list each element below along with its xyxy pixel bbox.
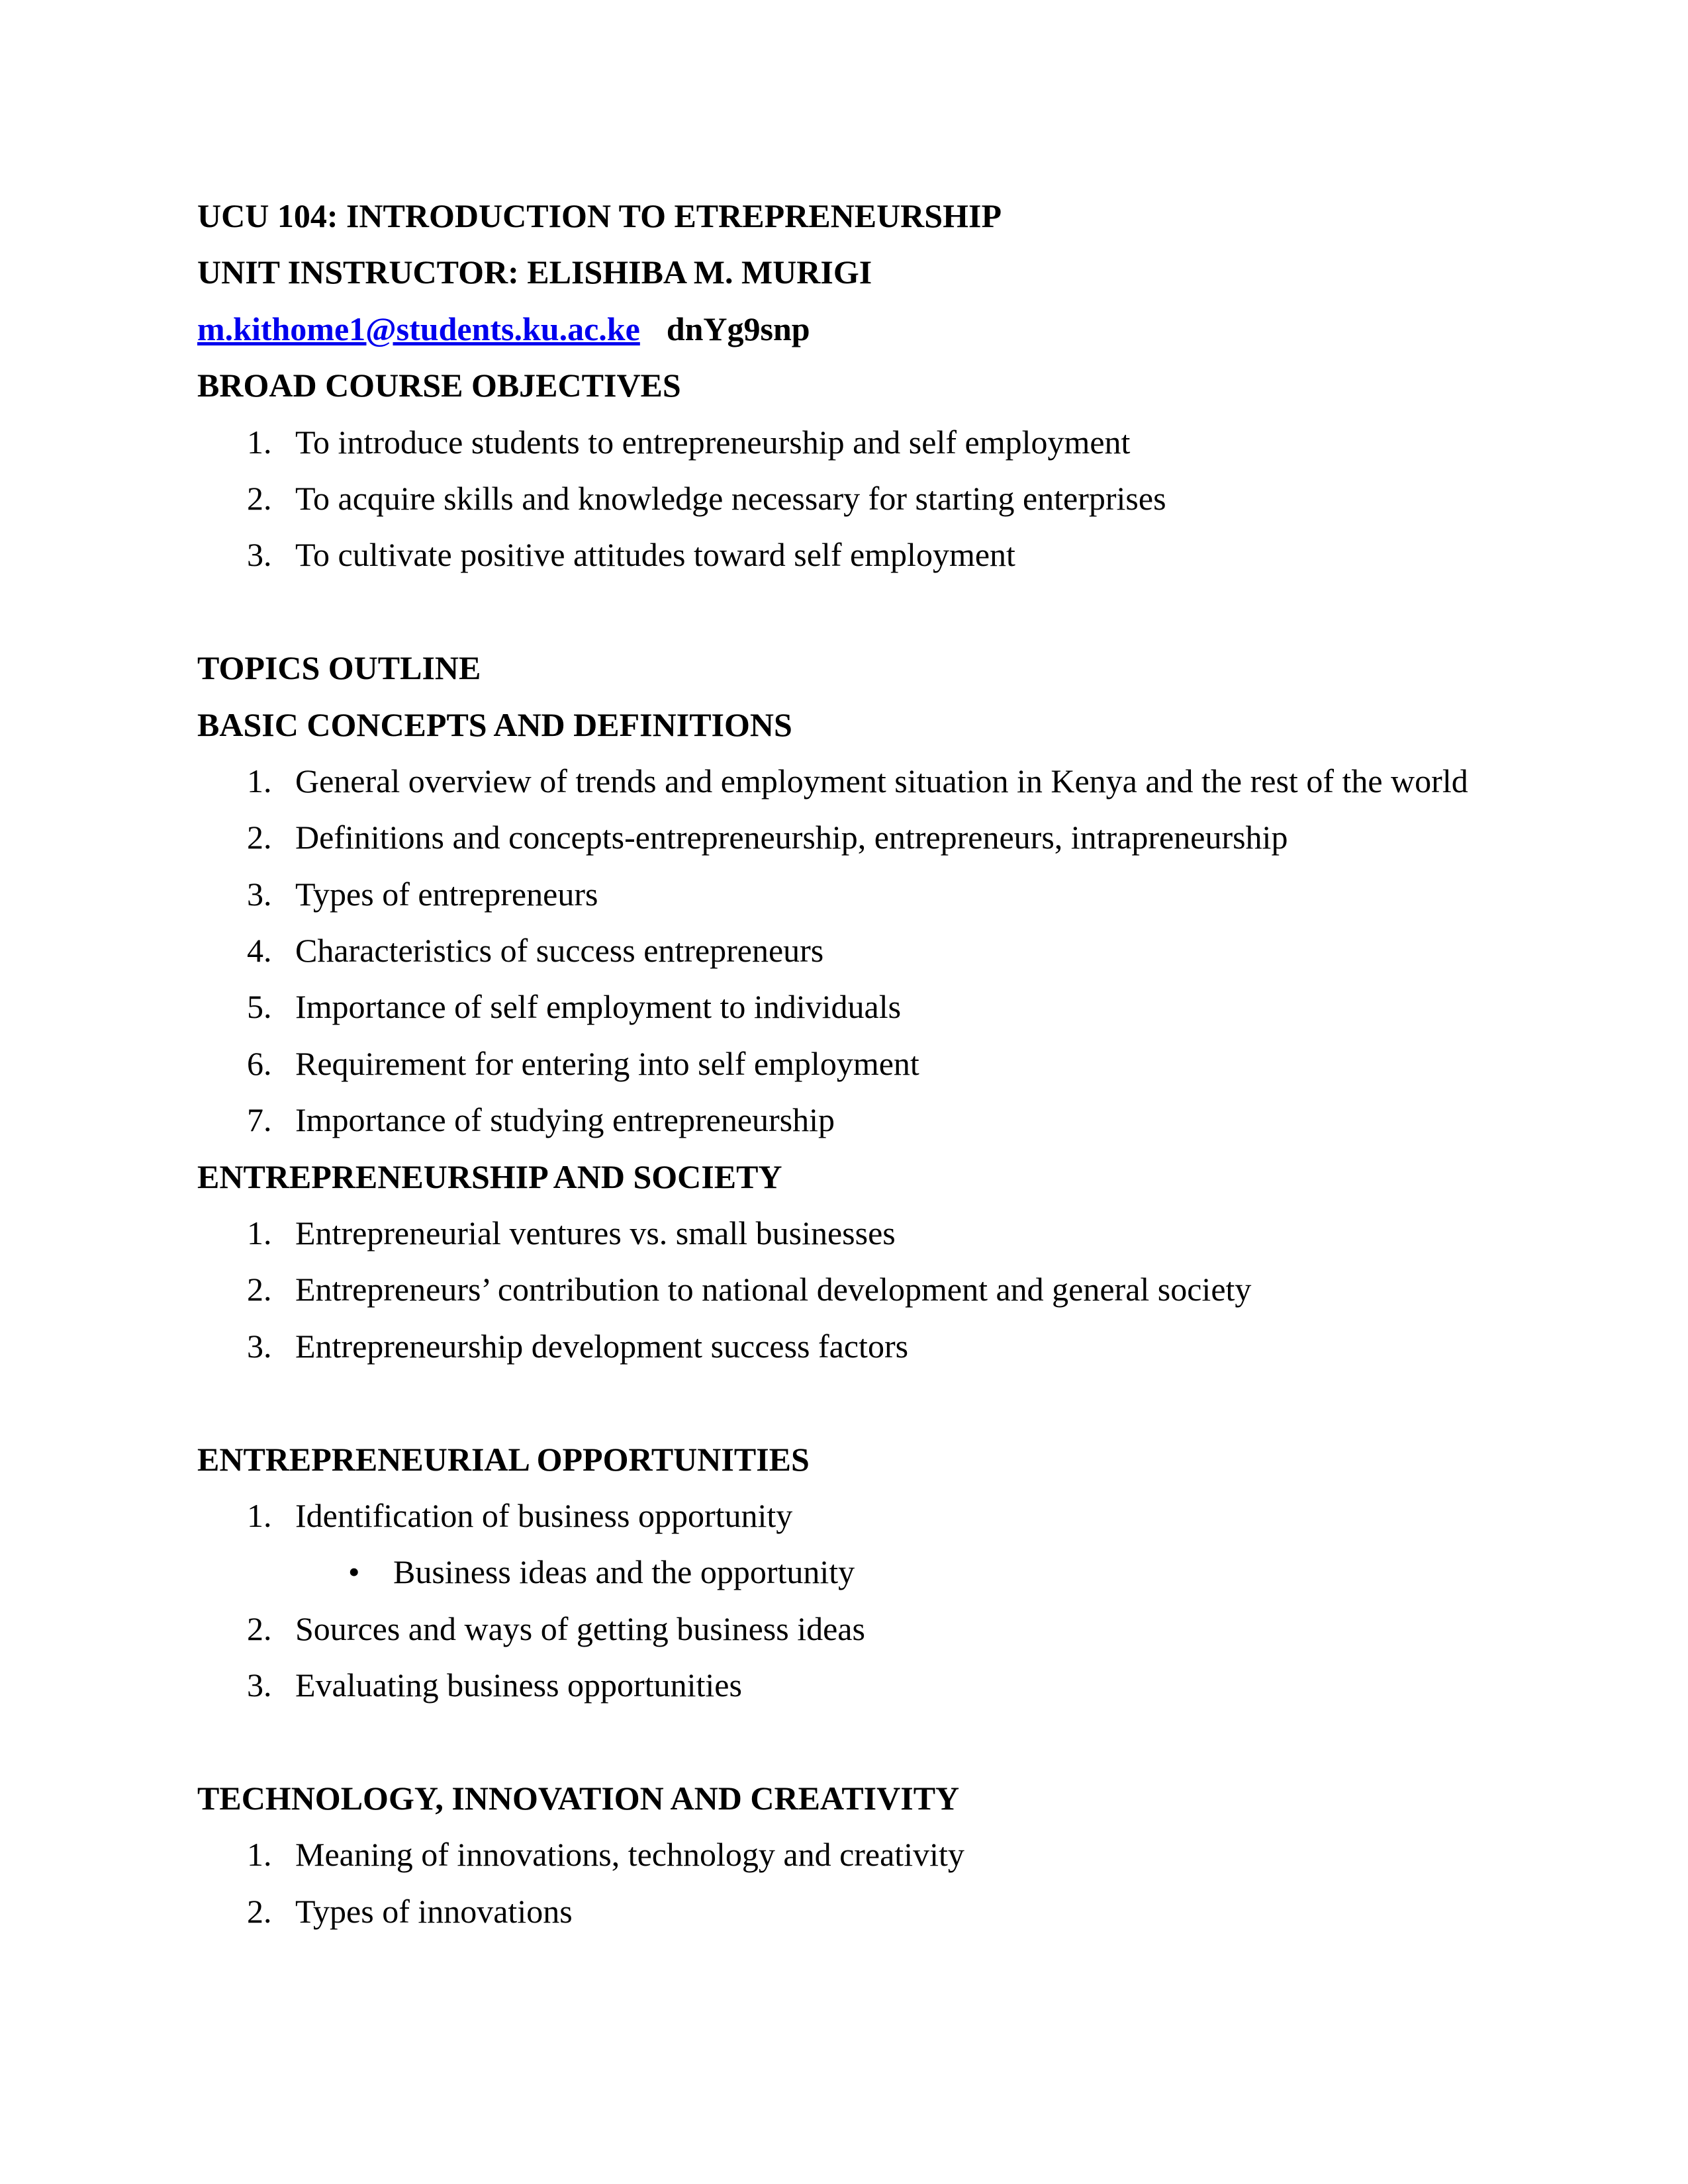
item-number: 1. xyxy=(247,1214,272,1252)
item-text: To introduce students to entrepreneurship and self employment xyxy=(295,423,1131,461)
list-item xyxy=(197,1205,1556,1261)
item-number: 2. xyxy=(247,1271,272,1308)
list-item xyxy=(197,1036,1556,1092)
item-text: Business ideas and the opportunity xyxy=(393,1553,855,1591)
item-number: 3. xyxy=(247,875,272,913)
instructor: UNIT INSTRUCTOR: ELISHIBA M. MURIGI xyxy=(197,253,872,291)
outline-heading: TOPICS OUTLINE xyxy=(197,649,481,687)
list-item xyxy=(197,1601,1556,1657)
document-page xyxy=(197,188,1556,1940)
contact-line xyxy=(197,301,1556,357)
item-number: 3. xyxy=(247,1666,272,1704)
item-text: Types of entrepreneurs xyxy=(295,875,598,913)
item-number: 4. xyxy=(247,932,272,970)
item-number: 2. xyxy=(247,819,272,856)
item-text: Entrepreneurship development success factors xyxy=(295,1327,909,1365)
item-text: Definitions and concepts-entrepreneurship, entrepreneurs, intrapreneurship xyxy=(295,819,1288,856)
item-text: Evaluating business opportunities xyxy=(295,1666,742,1704)
item-text: Entrepreneurial ventures vs. small businesses xyxy=(295,1214,896,1252)
blank-line xyxy=(197,1375,1556,1431)
list-item xyxy=(197,753,1556,809)
list-item xyxy=(197,1261,1556,1318)
email-link[interactable]: m.kithome1@students.ku.ac.ke xyxy=(197,310,640,347)
item-text: Sources and ways of getting business ideas xyxy=(295,1610,865,1647)
item-number: 7. xyxy=(247,1101,272,1139)
item-text: To cultivate positive attitudes toward self employment xyxy=(295,536,1015,574)
technology-heading: TECHNOLOGY, INNOVATION AND CREATIVITY xyxy=(197,1779,960,1817)
item-text: To acquire skills and knowledge necessary for starting enterprises xyxy=(295,479,1166,517)
item-text: Importance of studying entrepreneurship xyxy=(295,1101,835,1139)
item-number: 5. xyxy=(247,988,272,1026)
bullet-item xyxy=(197,1544,1556,1600)
blank-line xyxy=(197,584,1556,640)
list-item xyxy=(197,1488,1556,1544)
list-item xyxy=(197,1657,1556,1713)
list-item xyxy=(197,866,1556,923)
item-number: 2. xyxy=(247,1610,272,1647)
society-heading: ENTREPRENEURSHIP AND SOCIETY xyxy=(197,1158,782,1195)
item-text: Characteristics of success entrepreneurs xyxy=(295,932,824,970)
list-item xyxy=(197,1318,1556,1375)
item-number: 3. xyxy=(247,536,272,574)
objectives-heading: BROAD COURSE OBJECTIVES xyxy=(197,367,681,404)
item-number: 6. xyxy=(247,1044,272,1082)
access-code: dnYg9snp xyxy=(666,310,810,347)
list-item xyxy=(197,471,1556,527)
bullet-icon: • xyxy=(348,1553,360,1591)
item-text: Entrepreneurs’ contribution to national development and general society xyxy=(295,1271,1252,1308)
item-text: Importance of self employment to individuals xyxy=(295,988,902,1026)
item-text: Identification of business opportunity xyxy=(295,1496,793,1534)
course-title: UCU 104: INTRODUCTION TO ETREPRENEURSHIP xyxy=(197,197,1002,234)
list-item xyxy=(197,923,1556,979)
item-text: Meaning of innovations, technology and creativity xyxy=(295,1836,964,1874)
opportunities-heading: ENTREPRENEURIAL OPPORTUNITIES xyxy=(197,1440,810,1478)
item-number: 1. xyxy=(247,423,272,461)
list-item xyxy=(197,1092,1556,1148)
item-number: 1. xyxy=(247,1496,272,1534)
blank-line xyxy=(197,1714,1556,1770)
item-text: Types of innovations xyxy=(295,1892,573,1930)
list-item xyxy=(197,1884,1556,1940)
list-item xyxy=(197,1827,1556,1883)
item-number: 2. xyxy=(247,479,272,517)
item-text: General overview of trends and employment situation in Kenya and the rest of the world xyxy=(295,762,1468,799)
list-item xyxy=(197,527,1556,583)
list-item xyxy=(197,979,1556,1035)
item-number: 3. xyxy=(247,1327,272,1365)
item-number: 1. xyxy=(247,1836,272,1874)
item-number: 2. xyxy=(247,1892,272,1930)
item-number: 1. xyxy=(247,762,272,799)
item-text: Requirement for entering into self employment xyxy=(295,1044,919,1082)
list-item xyxy=(197,414,1556,471)
list-item xyxy=(197,809,1556,866)
basic-heading: BASIC CONCEPTS AND DEFINITIONS xyxy=(197,705,792,743)
